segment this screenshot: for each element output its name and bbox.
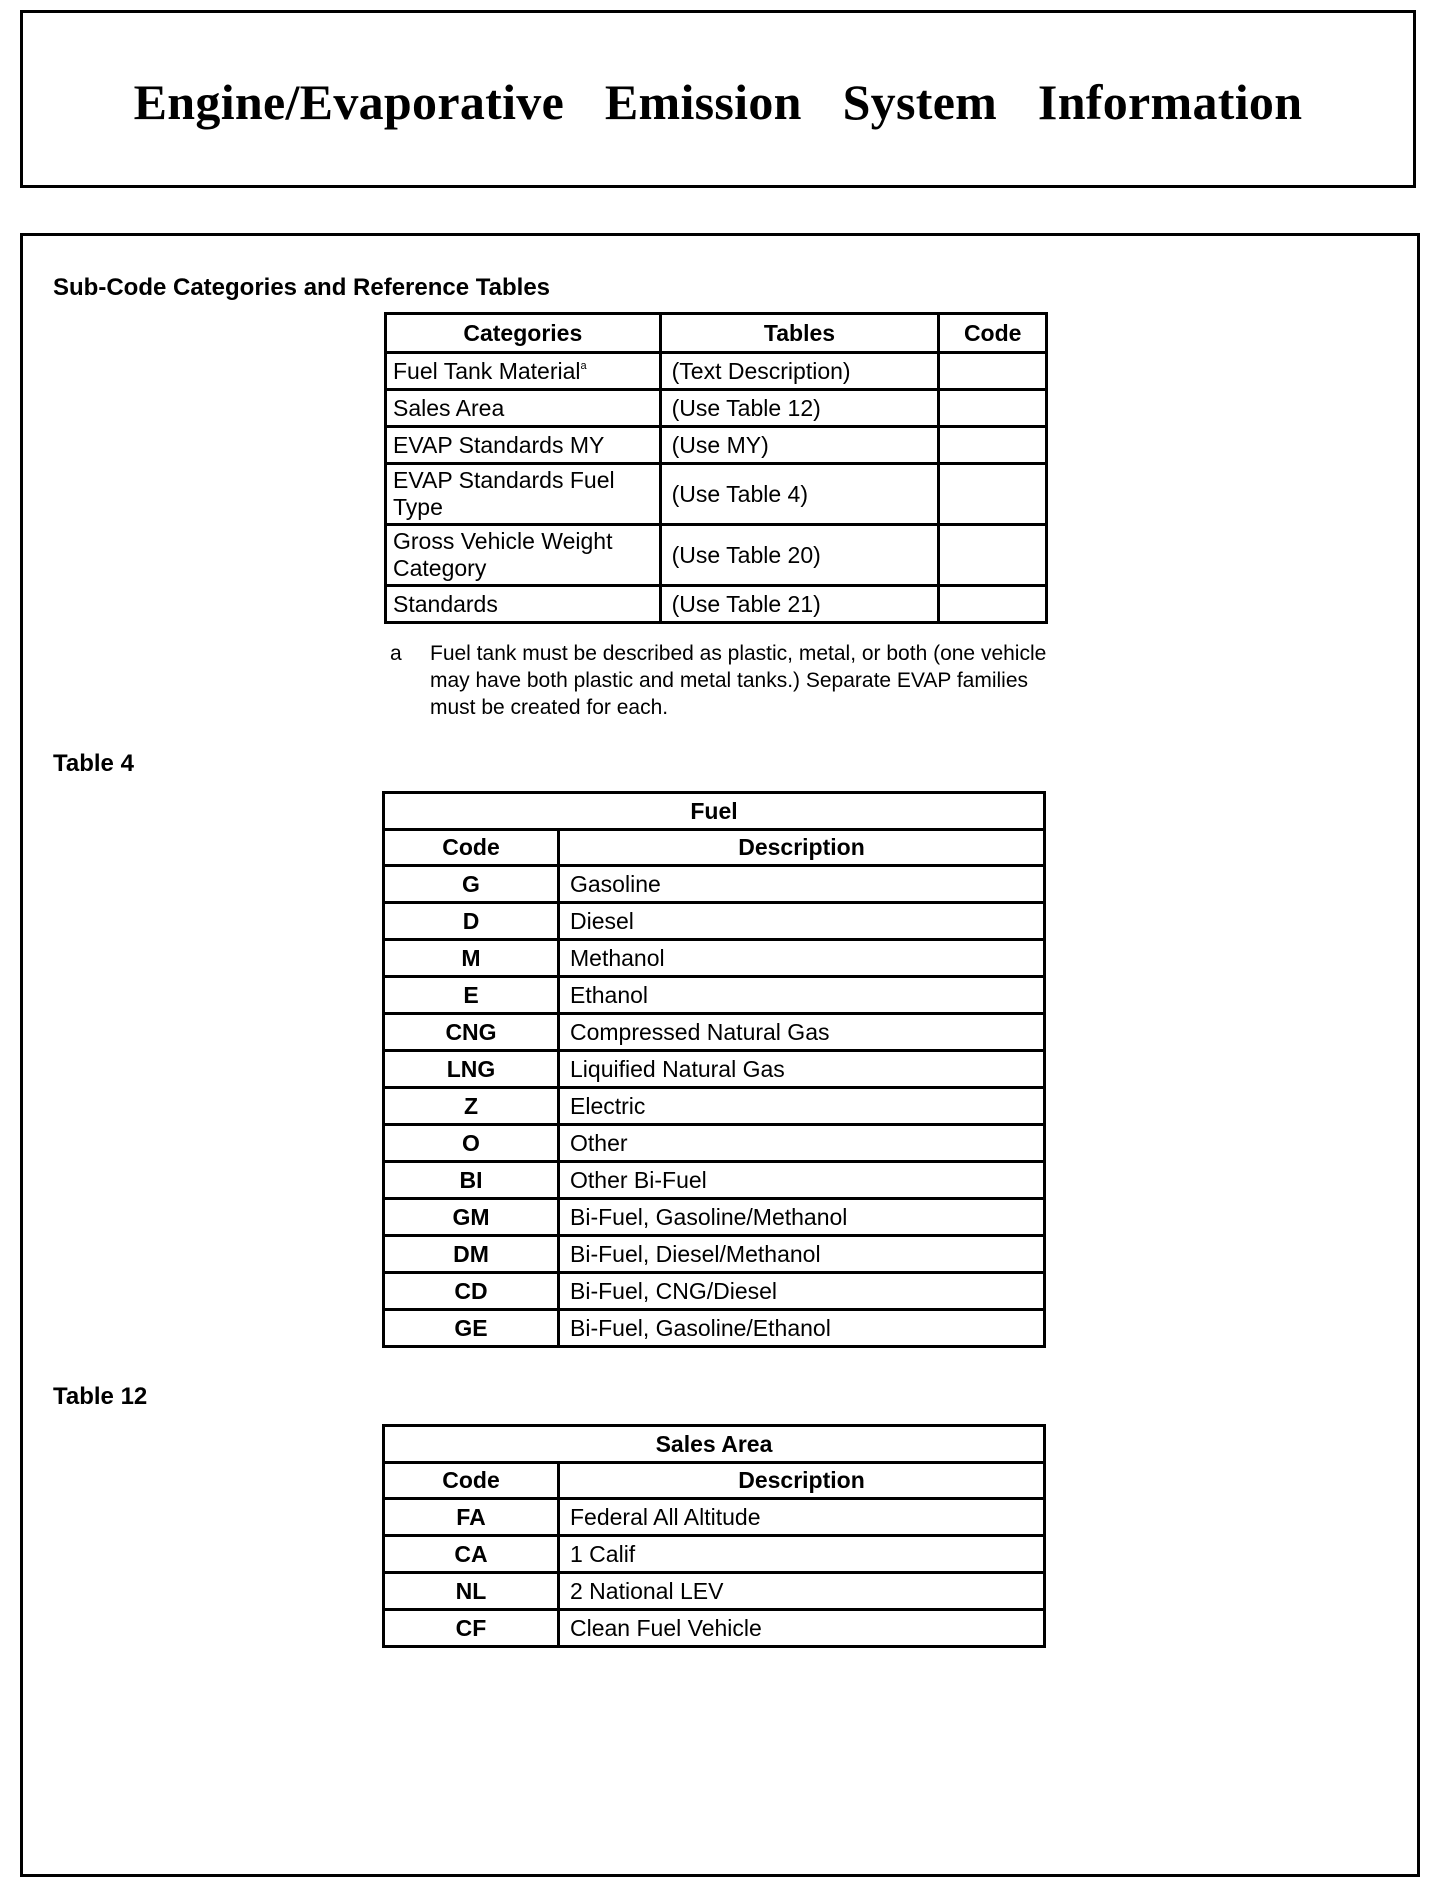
table-row (384, 1051, 1045, 1088)
description-cell: 1 Calif (559, 1536, 1045, 1573)
column-header-code: Code (384, 830, 559, 866)
sales-area-table (382, 1424, 1046, 1648)
code-cell (939, 525, 1047, 586)
category-cell: EVAP Standards Fuel Type (386, 464, 661, 525)
table-row (384, 977, 1045, 1014)
fuel-table (382, 791, 1046, 1348)
table-row (386, 353, 1047, 390)
title-box (20, 10, 1416, 188)
code-cell: Z (384, 1088, 559, 1125)
table-row (386, 586, 1047, 623)
table-row (386, 427, 1047, 464)
description-cell: Other (559, 1125, 1045, 1162)
page-title: Engine/Evaporative Emission System Information (133, 74, 1303, 130)
category-cell: Sales Area (386, 390, 661, 427)
subcode-heading: Sub-Code Categories and Reference Tables (53, 274, 551, 301)
code-cell: E (384, 977, 559, 1014)
description-cell: Electric (559, 1088, 1045, 1125)
column-header-description: Description (559, 1463, 1045, 1499)
category-cell: EVAP Standards MY (386, 427, 661, 464)
table-row (386, 525, 1047, 586)
description-cell: Clean Fuel Vehicle (559, 1610, 1045, 1647)
table-row (384, 1199, 1045, 1236)
description-cell: Ethanol (559, 977, 1045, 1014)
table-row (384, 1088, 1045, 1125)
code-cell: GE (384, 1310, 559, 1347)
table-caption-row (384, 793, 1045, 830)
code-cell: CNG (384, 1014, 559, 1051)
table-row (384, 866, 1045, 903)
table-row (384, 903, 1045, 940)
code-cell: GM (384, 1199, 559, 1236)
category-cell: Gross Vehicle Weight Category (386, 525, 661, 586)
description-cell: Federal All Altitude (559, 1499, 1045, 1536)
column-header-description: Description (559, 830, 1045, 866)
table-reference-cell: (Use Table 20) (660, 525, 939, 586)
table4-heading: Table 4 (53, 750, 134, 777)
table-row (384, 1236, 1045, 1273)
code-cell (939, 390, 1047, 427)
table-reference-cell: (Use MY) (660, 427, 939, 464)
description-cell: Bi-Fuel, Gasoline/Ethanol (559, 1310, 1045, 1347)
code-cell: LNG (384, 1051, 559, 1088)
code-cell (939, 427, 1047, 464)
category-cell: Standards (386, 586, 661, 623)
code-cell: D (384, 903, 559, 940)
description-cell: Liquified Natural Gas (559, 1051, 1045, 1088)
description-cell: Compressed Natural Gas (559, 1014, 1045, 1051)
table-row (384, 1573, 1045, 1610)
description-cell: Other Bi-Fuel (559, 1162, 1045, 1199)
table-header-row (386, 314, 1047, 353)
code-cell (939, 464, 1047, 525)
column-header-tables: Tables (660, 314, 939, 353)
table-reference-cell: (Use Table 12) (660, 390, 939, 427)
table-header-row (384, 830, 1045, 866)
table-row (384, 1499, 1045, 1536)
table-caption: Sales Area (384, 1426, 1045, 1463)
code-cell: CA (384, 1536, 559, 1573)
main-content-box (20, 233, 1420, 1877)
table-reference-cell: (Text Description) (660, 353, 939, 390)
table-row (384, 1536, 1045, 1573)
table-reference-cell: (Use Table 21) (660, 586, 939, 623)
subcode-table (384, 312, 1048, 624)
table-row (384, 1310, 1045, 1347)
code-cell: M (384, 940, 559, 977)
column-header-code: Code (939, 314, 1047, 353)
table-caption-row (384, 1426, 1045, 1463)
table-row (384, 1014, 1045, 1051)
column-header-categories: Categories (386, 314, 661, 353)
code-cell: CF (384, 1610, 559, 1647)
footnote-marker: a (390, 642, 402, 665)
description-cell: Bi-Fuel, Gasoline/Methanol (559, 1199, 1045, 1236)
description-cell: Bi-Fuel, Diesel/Methanol (559, 1236, 1045, 1273)
category-cell (386, 353, 661, 390)
table-row (384, 940, 1045, 977)
table-caption: Fuel (384, 793, 1045, 830)
table-header-row (384, 1463, 1045, 1499)
description-cell: Bi-Fuel, CNG/Diesel (559, 1273, 1045, 1310)
table-row (384, 1273, 1045, 1310)
table12-heading: Table 12 (53, 1383, 148, 1410)
table-row (384, 1125, 1045, 1162)
category-label: Fuel Tank Material (393, 357, 581, 384)
table-row (386, 390, 1047, 427)
footnote-text: Fuel tank must be described as plastic, metal, or both (one vehicle may have both plastic and metal tanks.) Separate EVAP families must be created for each. (430, 642, 1047, 719)
description-cell: 2 National LEV (559, 1573, 1045, 1610)
table-row (386, 464, 1047, 525)
description-cell: Gasoline (559, 866, 1045, 903)
code-cell: CD (384, 1273, 559, 1310)
code-cell: FA (384, 1499, 559, 1536)
code-cell: BI (384, 1162, 559, 1199)
code-cell: DM (384, 1236, 559, 1273)
footnote-reference: a (580, 359, 587, 372)
description-cell: Diesel (559, 903, 1045, 940)
column-header-code: Code (384, 1463, 559, 1499)
table-row (384, 1162, 1045, 1199)
footnote (390, 640, 1050, 721)
table-reference-cell: (Use Table 4) (660, 464, 939, 525)
code-cell (939, 586, 1047, 623)
code-cell (939, 353, 1047, 390)
description-cell: Methanol (559, 940, 1045, 977)
code-cell: NL (384, 1573, 559, 1610)
table-row (384, 1610, 1045, 1647)
code-cell: O (384, 1125, 559, 1162)
code-cell: G (384, 866, 559, 903)
